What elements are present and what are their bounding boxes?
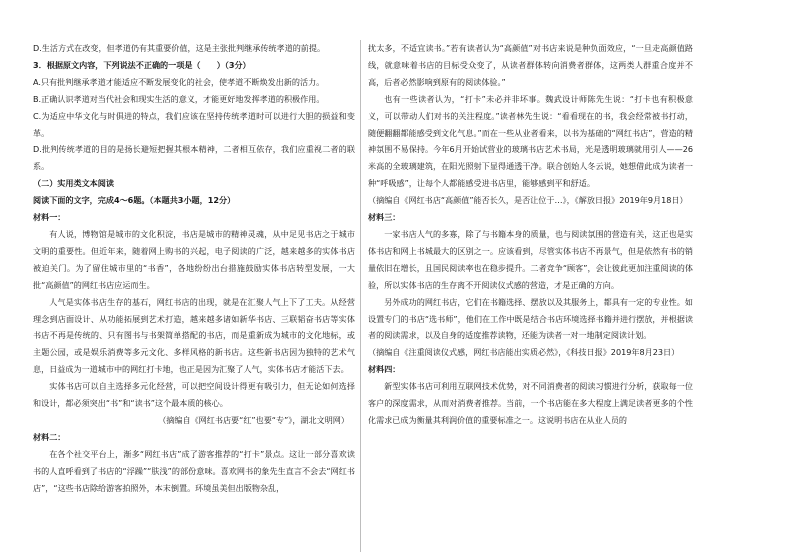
left-line-1: 3．根据原文内容，下列说法不正确的一项是（ ）（3分） <box>33 59 251 70</box>
left-line-7: 阅读下面的文字，完成4～6题。（本题共3小题，12分） <box>33 195 236 206</box>
left-line-12: （摘编自《网红书店要“红”也要“专”》，湖北文明网） <box>158 414 349 425</box>
right-line-4: 一家书店人气的多寡，除了与书籍本身的质量，也与阅读氛围的营造有关，这正也是实体书店和网上书城最大的区别之一。应该看到，尽管实体书店不再景气，但是依然有书的销量依旧在增长，且国民阅读率也在稳步提升。二者竞争“顾客”，会让彼此更加注重阅读的体验，所以实体书店的生存离不开阅读仪式感的营造，才是正确的方向。 <box>368 228 693 290</box>
right-line-3: 材料三： <box>368 212 401 223</box>
left-line-6: （二）实用类文本阅读 <box>33 178 114 189</box>
left-line-5: D.批判传统孝道的目的是扬长避短把握其根本精神，二者相互依存，我们应重视二者的联系。 <box>33 144 355 172</box>
right-line-0: 扰太多，不适宜读书。”若有读者认为“高颜值”对书店来说是种负面效应，“一旦走高颜值路线，就意味着书店的目标受众变了，从读者群体转向消费者群体，这两类人群重合度并不高，后者必然影响到原有的阅读体验。” <box>368 43 693 87</box>
left-line-11: 实体书店可以自主选择多元化经营，可以把空间设计得更有吸引力，但无论如何选择和设计，都必须突出“书”和“读书”这个最本质的核心。 <box>33 381 355 409</box>
left-line-9: 有人说，博物馆是城市的文化积淀，书店是城市的精神灵魂，从中足见书店之于城市文明的重要性。但近年来，随着网上购书的兴起，电子阅读的广泛，越来越多的实体书店被迫关门。为了留住城市里的“书香”，各地纷纷出台措施鼓励实体书店转型发展，一大批“高颜值”的网红书店应运而生。 <box>33 228 355 290</box>
left-line-0: D.生活方式在改变，但孝道仍有其重要价值，这是主张批判继承传统孝道的前提。 <box>33 43 326 53</box>
left-line-10: 人气是实体书店生存的基石，网红书店的出现，就是在汇聚人气上下了工夫。从经营理念到店面设计、从功能拓展到艺术打造，越来越多诸如新华书店、三联韬奋书店等实体书店不再是传统的、只有图书与书架简单搭配的书店，而是重新成为城市的文化地标，或主题公园，或是娱乐消费等多元文化、多样风格的新书店。这些新书店因为独特的艺术气息，日益成为一道城市中的网红打卡地，也正是因为汇聚了人气，实体书店才能活下去。 <box>33 296 355 375</box>
left-column <box>33 40 355 496</box>
right-line-1: 也有一些读者认为，“打卡”未必并非坏事。魏武设计师陈先生说：“打卡也有积极意义，可以带动人们对书的关注程度。”读者林先生说：“看看现在的书，我会经常被书打动，随便翻翻都能感受到文化气息。”而在一些从业者看来，以书为基础的“网红书店”，营造的精神氛围不易保持。今年6月开始试营业的玻璃书店艺术书局，光是透明玻璃就用引人——26米高的全玻璃建筑，在阳光照射下显得通透干净。联合创始人冬云说，她想借此成为读者一种“呼吸感”，让每个人都能感受进书店里，能够感到平和舒适。 <box>368 93 693 189</box>
column-divider <box>360 40 361 552</box>
left-line-3: B.正确认识孝道对当代社会和现实生活的意义，才能更好地发挥孝道的积极作用。 <box>33 93 325 104</box>
right-column <box>368 40 693 429</box>
right-line-7: 材料四： <box>368 364 401 375</box>
left-line-8: 材料一： <box>33 212 66 223</box>
right-line-6: （摘编自《注重阅读仪式感，网红书店能出实质必然》，《科技日报》2019年8月23日） <box>368 347 680 358</box>
right-line-2: （摘编自《网红书店“高颜值”能否长久，是否让位于…》，《解放日报》2019年9月18日） <box>368 195 688 206</box>
left-line-2: A.只有批判继承孝道才能适应不断发展变化的社会，使孝道不断焕发出新的活力。 <box>33 76 325 87</box>
left-line-14: 在各个社交平台上，渐多“网红书店”成了游客推荐的“打卡”景点。这让一部分喜欢读书的人直呼看到了书店的“浮躁”“肤浅”的部份意味。喜欢网书的象先生直言不会去“网红书店”，“这些书店除给游客拍照外，本末倒置。环境虽美但出版物杂乱， <box>33 448 355 493</box>
right-line-8: 新型实体书店可利用互联网技术优势，对不同消费者的阅读习惯进行分析，获取每一位客户的深度需求，从而对消费者推荐。当前，一个书店能在多大程度上满足读者更多的个性化需求已成为衡量其利润价值的重要标准之一。这说明书店在从业人员的 <box>368 381 693 425</box>
right-line-5: 另外成功的网红书店，它们在书籍选择、摆放以及其服务上，都具有一定的专业性。如设置专门的书店“选书师”，他们在工作中既是结合书店环境选择书籍并进行摆放，并根据读者的阅读需求，以及自身的适度推荐读物，还能为读者一对一地制定阅读计划。 <box>368 296 693 341</box>
left-line-4: C.为适应中华文化与时俱进的特点，我们应该在坚持传统孝道时可以进行大胆的损益和变革。 <box>33 110 355 138</box>
left-line-13: 材料二： <box>33 431 66 442</box>
